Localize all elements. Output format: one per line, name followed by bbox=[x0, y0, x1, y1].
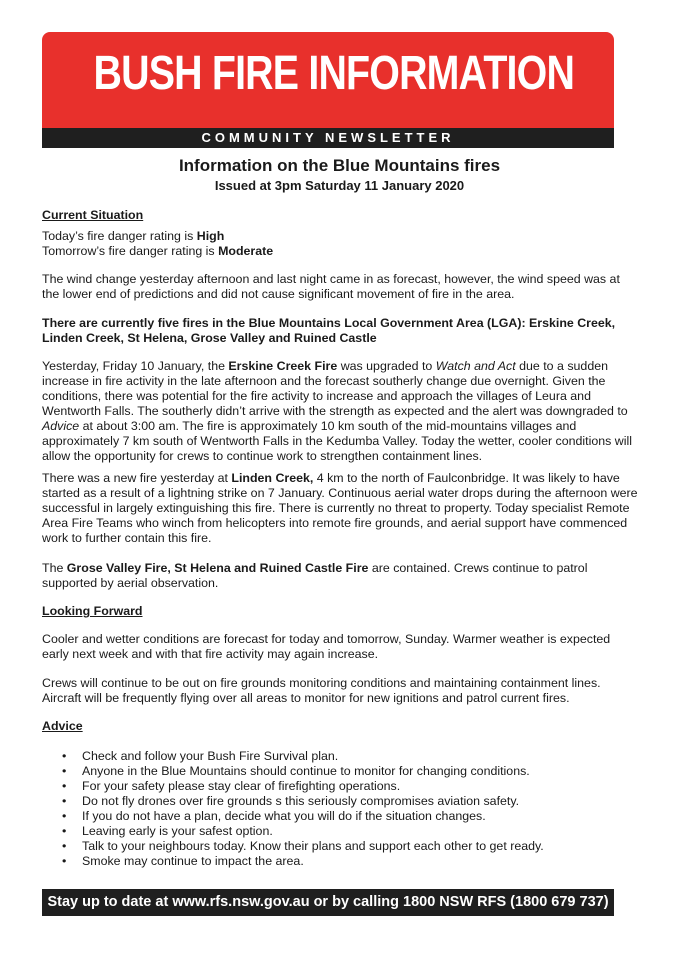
list-item: • Check and follow your Bush Fire Survival plan. bbox=[42, 749, 642, 764]
grose-valley-paragraph: The Grose Valley Fire, St Helena and Ruined Castle Fire are contained. Crews continue to patrol supported by aerial observation. bbox=[42, 561, 588, 590]
header-banner bbox=[42, 32, 614, 128]
forward-paragraph-1: Cooler and wetter conditions are forecast for today and tomorrow, Sunday. Warmer weather is expected early next week and with that fire activity may again increase. bbox=[42, 632, 611, 661]
page-title: Information on the Blue Mountains fires bbox=[178, 156, 501, 175]
current-situation-heading: Current Situation bbox=[42, 208, 144, 222]
five-fires-paragraph: There are currently five fires in the Blue Mountains Local Government Area (LGA): Erskine Creek, Linden Creek, St Helena, Grose Valley and Ruined Castle bbox=[42, 316, 616, 345]
list-item: • Talk to your neighbours today. Know their plans and support each other to get ready. bbox=[42, 839, 642, 854]
list-item: • Smoke may continue to impact the area. bbox=[42, 854, 642, 869]
today-rating: Today’s fire danger rating is High bbox=[42, 229, 225, 243]
linden-creek-paragraph: There was a new fire yesterday at Linden Creek, 4 km to the north of Faulconbridge. It was likely to have started as a result of a lightning strike on 7 January. Continuous aerial water drops during the afternoon were successful in largely extinguishing this fire. There is currently no threat to property. Today specialist Remote Area Fire Teams who winch from helicopters into remote fire grounds, and aerial support have commenced work to further contain this fire. bbox=[42, 471, 638, 545]
advice-heading: Advice bbox=[42, 719, 83, 733]
newsletter-subtitle: COMMUNITY NEWSLETTER bbox=[42, 128, 614, 148]
wind-paragraph: The wind change yesterday afternoon and last night came in as forecast, however, the wind speed was at the lower end of predictions and did not cause significant movement of fire in the area. bbox=[42, 272, 620, 301]
list-item: • Anyone in the Blue Mountains should continue to monitor for changing conditions. bbox=[42, 764, 642, 779]
list-item: • Do not fly drones over fire grounds s this seriously compromises aviation safety. bbox=[42, 794, 642, 809]
looking-forward-heading: Looking Forward bbox=[42, 604, 143, 618]
list-item: • For your safety please stay clear of firefighting operations. bbox=[42, 779, 642, 794]
list-item: • If you do not have a plan, decide what you will do if the situation changes. bbox=[42, 809, 642, 824]
banner-title: BUSH FIRE INFORMATION bbox=[93, 47, 575, 100]
contact-footer: Stay up to date at www.rfs.nsw.gov.au or by calling 1800 NSW RFS (1800 679 737) bbox=[42, 889, 614, 916]
advice-list bbox=[42, 749, 642, 869]
erskine-creek-paragraph: Yesterday, Friday 10 January, the Erskine Creek Fire was upgraded to Watch and Act due to a sudden increase in fire activity in the late afternoon and the forecast southerly change due overnight. Given the conditions, there was potential for the fire activity to increase and approach the villages of Leura and Wentworth Falls. The southerly didn’t arrive with the strength as expected and the alert was downgraded to Advice at about 3:00 am. The fire is approximately 10 km south of the mid-mountains villages and approximately 7 km south of Wentworth Falls in the Kedumba Valley. Today the wetter, cooler conditions will allow the opportunity for crews to continue work to strengthen containment lines. bbox=[42, 359, 632, 463]
list-item: • Leaving early is your safest option. bbox=[42, 824, 642, 839]
forward-paragraph-2: Crews will continue to be out on fire grounds monitoring conditions and maintaining containment lines. Aircraft will be frequently flying over all areas to monitor for new ignitions and patrol current fires. bbox=[42, 676, 601, 705]
tomorrow-rating: Tomorrow’s fire danger rating is Moderate bbox=[42, 244, 274, 258]
issued-time: Issued at 3pm Saturday 11 January 2020 bbox=[214, 178, 465, 193]
fire-danger-ratings bbox=[42, 229, 642, 259]
